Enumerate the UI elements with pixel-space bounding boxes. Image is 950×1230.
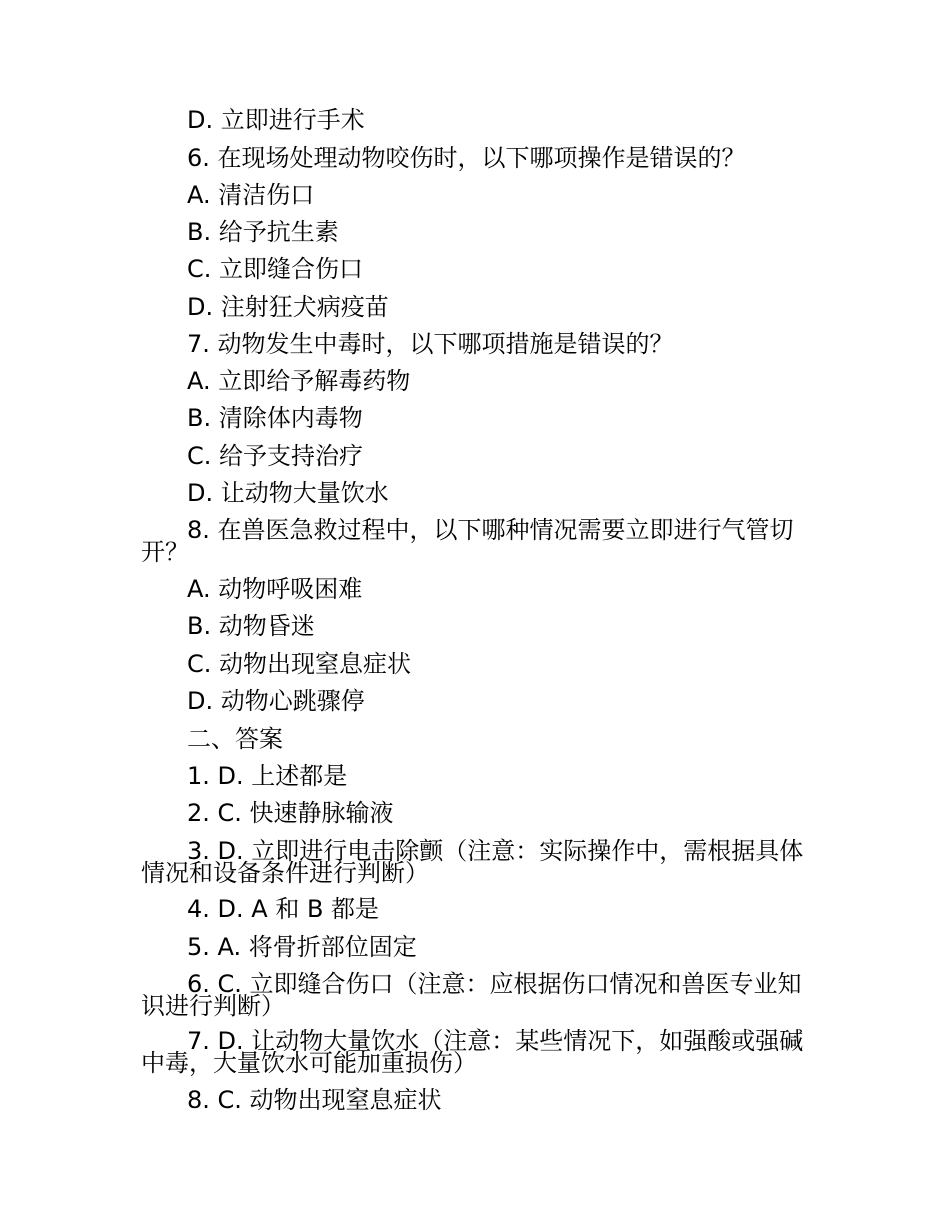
q6-stem: 6. 在现场处理动物咬伤时，以下哪项操作是错误的？	[187, 144, 746, 172]
q8-option-c: C. 动物出现窒息症状	[187, 650, 412, 678]
q7-option-b: B. 清除体内毒物	[187, 404, 363, 432]
answer-7: 7. D. 让动物大量饮水（注意：某些情况下，如强酸或强碱中毒，大量饮水可能加重损伤）	[141, 1027, 804, 1077]
answers-heading: 二、答案	[187, 725, 283, 753]
answer-1: 1. D. 上述都是	[187, 762, 348, 790]
q7-option-a: A. 立即给予解毒药物	[187, 367, 411, 395]
q5-option-d: D. 立即进行手术	[187, 106, 365, 134]
answer-4: 4. D. A 和 B 都是	[187, 895, 380, 923]
q7-option-d: D. 让动物大量饮水	[187, 479, 389, 507]
q6-option-a: A. 清洁伤口	[187, 181, 315, 209]
answer-8: 8. C. 动物出现窒息症状	[187, 1086, 442, 1114]
q7-stem: 7. 动物发生中毒时，以下哪项措施是错误的？	[187, 330, 674, 358]
q8-option-d: D. 动物心跳骤停	[187, 687, 365, 715]
q6-option-c: C. 立即缝合伤口	[187, 255, 364, 283]
answer-5: 5. A. 将骨折部位固定	[187, 933, 417, 961]
q6-option-b: B. 给予抗生素	[187, 218, 339, 246]
q8-stem: 8. 在兽医急救过程中，以下哪种情况需要立即进行气管切开？	[141, 516, 794, 566]
answer-3: 3. D. 立即进行电击除颤（注意：实际操作中，需根据具体情况和设备条件进行判断）	[141, 837, 804, 887]
answer-2: 2. C. 快速静脉输液	[187, 799, 394, 827]
q6-option-d: D. 注射狂犬病疫苗	[187, 293, 389, 321]
q8-option-b: B. 动物昏迷	[187, 612, 315, 640]
q7-option-c: C. 给予支持治疗	[187, 442, 364, 470]
answer-6: 6. C. 立即缝合伤口（注意：应根据伤口情况和兽医专业知识进行判断）	[141, 970, 802, 1020]
q8-option-a: A. 动物呼吸困难	[187, 575, 363, 603]
